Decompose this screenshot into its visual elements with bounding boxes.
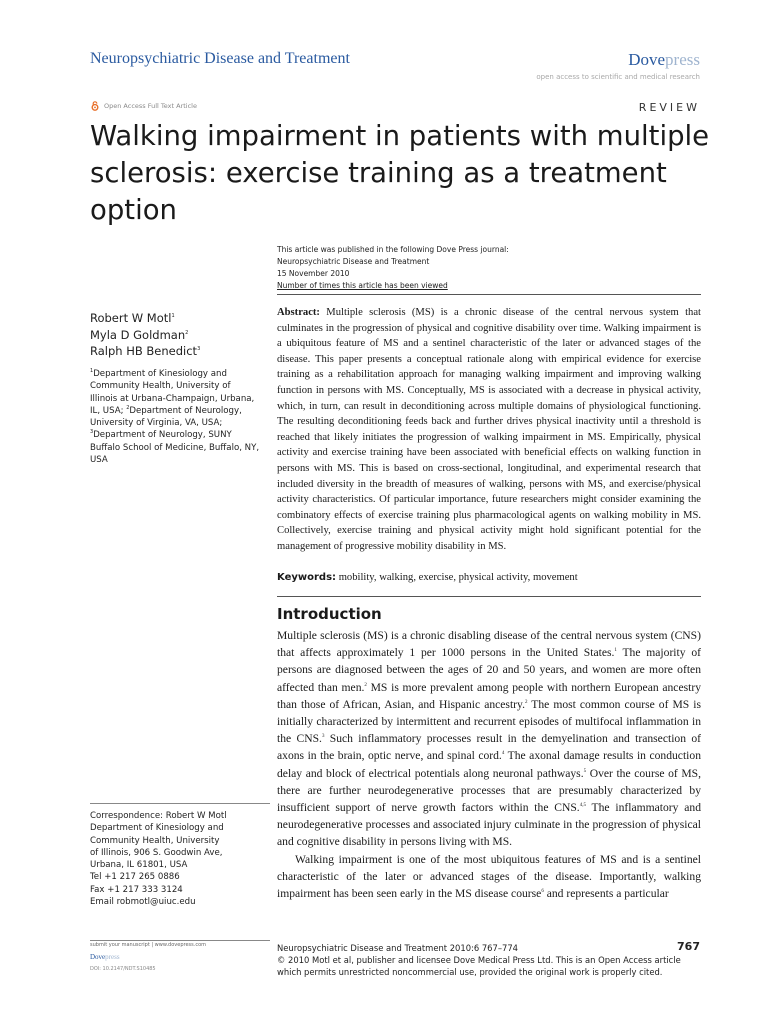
footer-divider-left [90, 940, 270, 941]
correspondence-line: Fax +1 217 333 3124 [90, 884, 183, 895]
paragraph: Multiple sclerosis (MS) is a chronic disabling disease of the central nervous system (CNS) that affects approximately 1 per 1000 persons in the United States.$^1$ The majority of persons are diagnosed between the ages of 20 and 50 years, and women are more often affected than men.$^2$ MS is more prevalent among people with northern European ancestry than those of African, Asian, and Hispanic ancestry.$^2$ The most common course of MS is initially characterized by intermittent and recurrent episodes of multifocal inflammation in the CNS.$^3$ Such inflammatory processes result in the demyelination and transection of axons in the brain, optic nerve, and spinal cord.$^4$ The axonal damage results in conduction delay and block of electrical potentials along neuronal pathways.$^5$ Over the course of MS, there are further neurodegenerative processes that are presumably characterized by insufficient support of nerve growth factors within the CNS.$^{4,5}$ The inflammatory and neurodegenerative processes and associated injury culminate in the progression of physical and cognitive disability in persons living with MS. [277, 629, 701, 849]
abstract [277, 305, 701, 555]
abstract-text: Multiple sclerosis (MS) is a chronic disease of the central nervous system that culminates in the progression of physical and cognitive disability over time. Walking impairment is a ubiquitous feature of MS and a sentinel characteristic of the later or advanced stages of the disease. This paper presents a conceptual rationale along with empirical evidence for exercise training as a rehabilitation approach for managing walking impairment and improving walking function in persons with MS. Conceptually, MS is associated with a decrease in physical activity, which, in turn, can result in deconditioning across multiple domains of physiological functioning. The resulting deconditioning feeds back and further drives physical inactivity until a threshold is reached that likely initiates the progression of walking impairment in MS. Empirically, physical activity and exercise training have been associated with beneficial effects on walking function in persons with MS. This is based on cross-sectional, longitudinal, and experimental research that included diversity in the breadth of measures of walking, persons with MS, and exercise/physical activity characteristics. Of particular importance, future researchers might consider examining the combinatory effects of exercise training plus pharmacological agents on walking mobility in MS. Collectively, exercise training and physical activity might hold significant potential for the management of progressive mobility disability in MS. [277, 307, 701, 552]
affiliations: $^1$Department of Kinesiology and Community Health, University of Illinois at Urbana-Champaign, Urbana, IL, USA; $^2$Department of Neurology, University of Virginia, VA, USA; $^3$Department of Neurology, SUNY Buffalo School of Medicine, Buffalo, NY, USA [90, 368, 260, 466]
abstract-divider [277, 596, 701, 597]
pubinfo-divider [277, 294, 701, 295]
publisher-press: press [665, 50, 700, 69]
page-number: 767 [677, 940, 700, 953]
article-title: Walking impairment in patients with multiple sclerosis: exercise training as a treatment option [90, 120, 710, 226]
footer-citation [277, 942, 707, 978]
correspondence-line: Community Health, University [90, 835, 220, 846]
footer-publisher-logo[interactable]: Dovepress [90, 953, 120, 961]
correspondence-email[interactable]: Email robmotl@uiuc.edu [90, 897, 196, 908]
correspondence [90, 810, 260, 908]
correspondence-line: Correspondence: Robert W Motl [90, 811, 227, 821]
section-heading: Introduction [277, 605, 382, 623]
publication-date: 15 November 2010 [277, 269, 350, 278]
open-access-label [90, 101, 197, 111]
keywords-label: Keywords: [277, 572, 337, 583]
publisher-tagline: open access to scientific and medical research [536, 73, 700, 81]
paragraph: Walking impairment is one of the most ubiquitous features of MS and is a sentinel characteristic of the later or advanced stages of the disease. Importantly, walking impairment has been seen early in the MS disease course$^6$ and represents a particular [277, 852, 701, 901]
correspondence-line: Department of Kinesiology and [90, 823, 224, 834]
views-link[interactable]: Number of times this article has been viewed [277, 281, 448, 290]
open-access-text: Open Access Full Text Article [104, 102, 197, 110]
citation-line: Neuropsychiatric Disease and Treatment 2010:6 767–774 [277, 943, 519, 953]
keywords-text: mobility, walking, exercise, physical activity, movement [338, 572, 578, 583]
body-text [277, 627, 701, 902]
publication-info [277, 244, 509, 292]
author-list [90, 310, 200, 360]
correspondence-line: Urbana, IL 61801, USA [90, 860, 188, 871]
publication-line: This article was published in the following Dove Press journal: [277, 245, 509, 254]
open-access-icon [90, 101, 100, 111]
correspondence-line: Tel +1 217 265 0886 [90, 872, 180, 883]
publisher-dove: Dove [628, 50, 666, 69]
author: Myla D Goldman$^2$ [90, 327, 189, 342]
keywords [277, 570, 701, 585]
article-type: REVIEW [638, 101, 700, 114]
abstract-label: Abstract: [277, 307, 320, 318]
author: Ralph HB Benedict$^3$ [90, 344, 201, 358]
correspondence-line: of Illinois, 906 S. Goodwin Ave, [90, 847, 223, 858]
submit-manuscript-link[interactable]: submit your manuscript | www.dovepress.com [90, 942, 206, 948]
license-line: which permits unrestricted noncommercial use, provided the original work is properly cited. [277, 967, 663, 977]
author: Robert W Motl$^1$ [90, 311, 175, 325]
correspondence-divider [90, 803, 270, 804]
publisher-logo[interactable] [628, 50, 700, 70]
journal-name[interactable]: Neuropsychiatric Disease and Treatment [90, 50, 350, 67]
doi[interactable]: DOI: 10.2147/NDT.S10485 [90, 966, 156, 972]
license-line: © 2010 Motl et al, publisher and licensee Dove Medical Press Ltd. This is an Open Access article [277, 955, 681, 965]
publication-journal: Neuropsychiatric Disease and Treatment [277, 257, 430, 266]
